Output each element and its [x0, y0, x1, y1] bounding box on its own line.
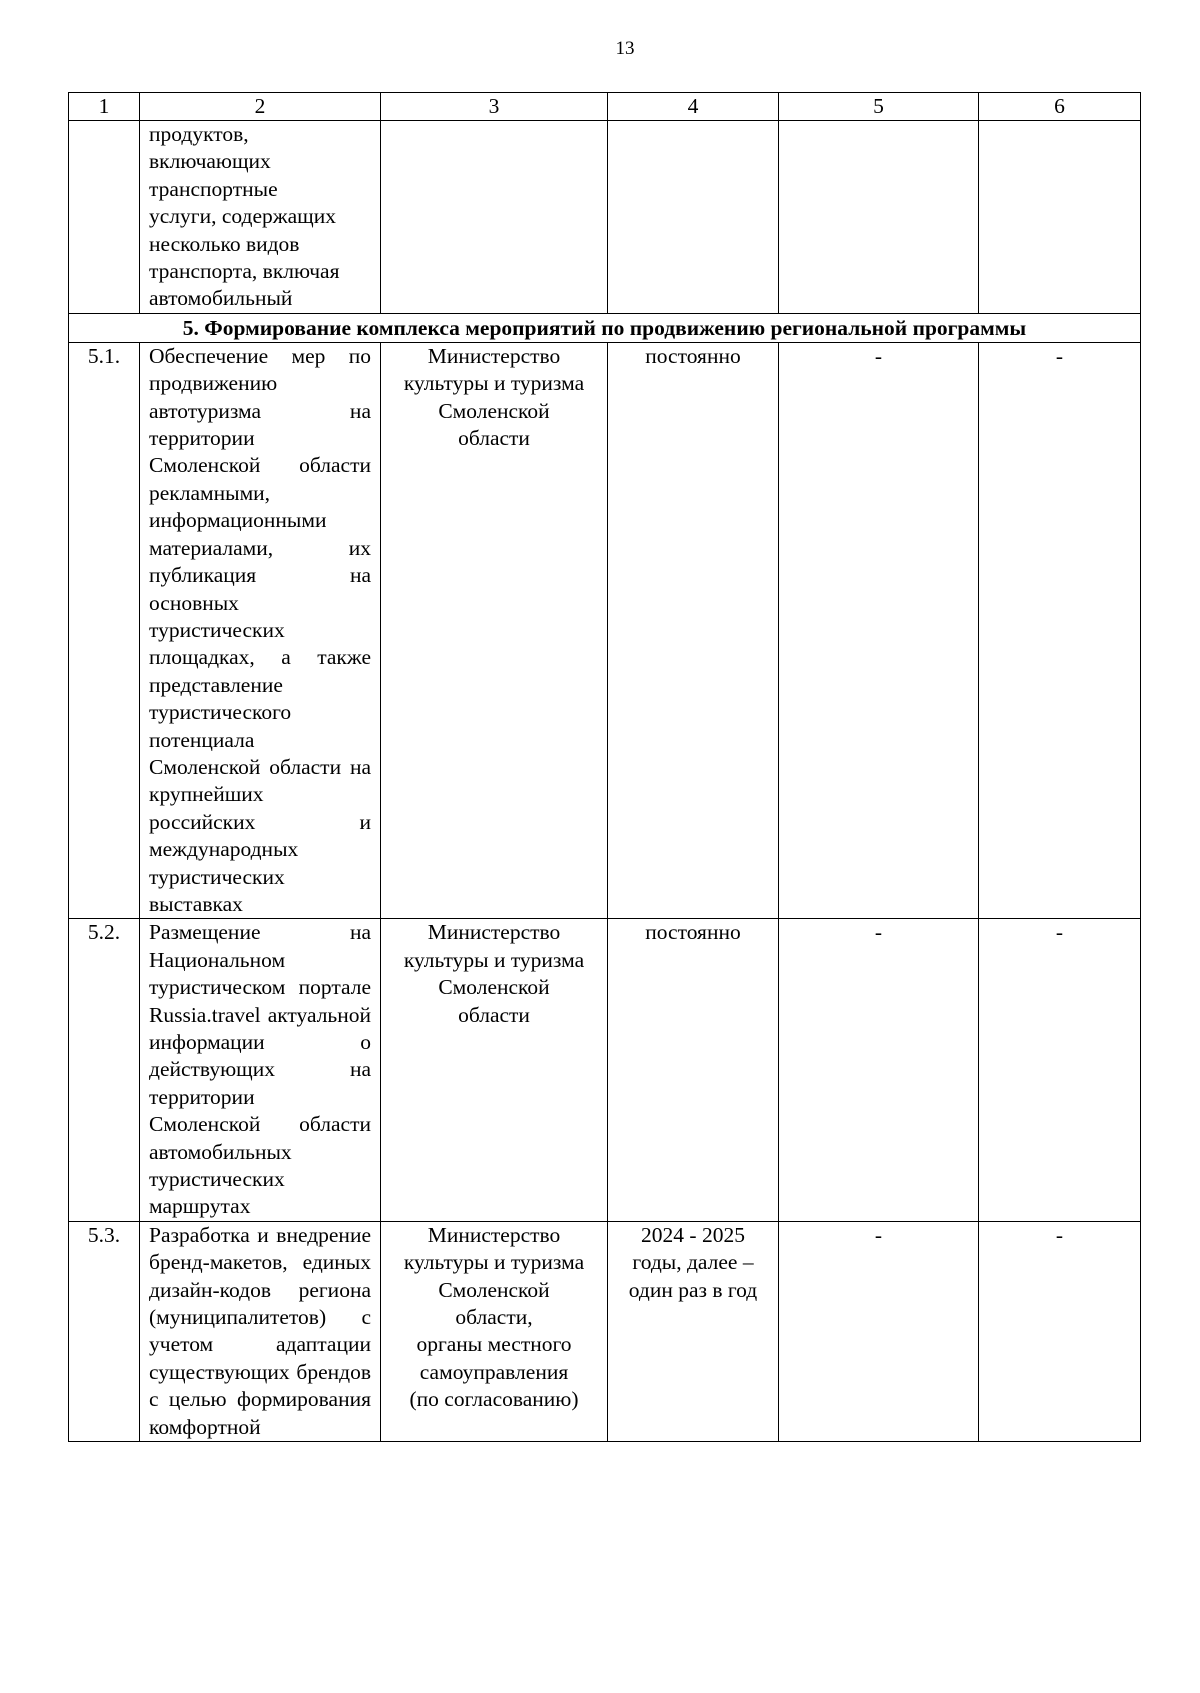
description-line: включающих — [149, 149, 271, 174]
executor-line: Смоленской — [438, 975, 550, 1000]
executor-line: области — [458, 426, 530, 451]
executor-line: области, — [455, 1305, 533, 1330]
column-number-4: 4 — [608, 93, 779, 121]
column6-cell: - — [979, 1221, 1141, 1441]
table-row-continuation — [69, 121, 1141, 314]
term-cell — [608, 919, 779, 1221]
executor-line: Смоленской — [438, 398, 550, 423]
executor-cell — [381, 1221, 608, 1441]
executor-line: Смоленской — [438, 1277, 550, 1302]
section-title: 5. Формирование комплекса мероприятий по продвижению региональной программы — [69, 313, 1141, 342]
term-cell — [608, 342, 779, 919]
column-number-6: 6 — [979, 93, 1141, 121]
description-line: услуги, содержащих — [149, 204, 336, 229]
table-row — [69, 342, 1141, 919]
term-line: постоянно — [645, 920, 741, 945]
column6-cell — [979, 121, 1141, 314]
table-row — [69, 1221, 1141, 1441]
term-line: 2024 - 2025 — [641, 1222, 745, 1247]
column-number-5: 5 — [779, 93, 979, 121]
row-number-cell: 5.3. — [69, 1221, 140, 1441]
term-line: годы, далее – — [632, 1250, 754, 1275]
column-number-2: 2 — [140, 93, 381, 121]
column-number-1: 1 — [69, 93, 140, 121]
executor-cell — [381, 919, 608, 1221]
executor-line: органы местного — [416, 1332, 572, 1357]
executor-line: культуры и туризма — [403, 947, 585, 972]
activities-table — [68, 92, 1141, 1442]
description-line: несколько видов — [149, 231, 300, 256]
term-cell — [608, 121, 779, 314]
executor-cell — [381, 342, 608, 919]
column-number-row — [69, 93, 1141, 121]
description-cell: Обеспечение мер по продвижению автотуризма на территории Смоленской области рекламными, информационными материалами, их публикация на основных туристических площадках, а также представление туристического потенциала Смоленской области на крупнейших российских и международных туристических выставках — [140, 342, 381, 919]
row-number-cell — [69, 121, 140, 314]
description-cell — [140, 121, 381, 314]
row-number-cell: 5.2. — [69, 919, 140, 1221]
description-line: транспортные — [149, 176, 278, 201]
description-cell: Разработка и внедрение бренд-макетов, единых дизайн-кодов региона (муниципалитетов) с учетом адаптации существующих брендов с целью формирования комфортной — [140, 1221, 381, 1441]
section-heading-row — [69, 313, 1141, 342]
term-line: один раз в год — [628, 1277, 758, 1302]
table-row — [69, 919, 1141, 1221]
term-cell — [608, 1221, 779, 1441]
column6-cell: - — [979, 919, 1141, 1221]
executor-line: культуры и туризма — [403, 1250, 585, 1275]
column6-cell: - — [979, 342, 1141, 919]
executor-line: Министерство — [427, 343, 561, 368]
executor-cell — [381, 121, 608, 314]
column5-cell: - — [779, 1221, 979, 1441]
description-line: транспорта, включая — [149, 259, 340, 284]
row-number-cell: 5.1. — [69, 342, 140, 919]
executor-line: культуры и туризма — [403, 371, 585, 396]
column5-cell: - — [779, 919, 979, 1221]
description-line: продуктов, — [149, 122, 249, 146]
term-line: постоянно — [645, 343, 741, 368]
column5-cell — [779, 121, 979, 314]
executor-line: области — [458, 1002, 530, 1027]
executor-line: (по согласованию) — [409, 1387, 579, 1412]
page-number: 13 — [615, 38, 635, 59]
description-cell: Размещение на Национальном туристическом портале Russia.travel актуальной информации о действующих на территории Смоленской области автомобильных туристических маршрутах — [140, 919, 381, 1221]
executor-line: самоуправления — [419, 1359, 569, 1384]
column-number-3: 3 — [381, 93, 608, 121]
executor-line: Министерство — [427, 920, 561, 945]
executor-line: Министерство — [427, 1222, 561, 1247]
description-line: автомобильный — [149, 286, 293, 311]
column5-cell: - — [779, 342, 979, 919]
